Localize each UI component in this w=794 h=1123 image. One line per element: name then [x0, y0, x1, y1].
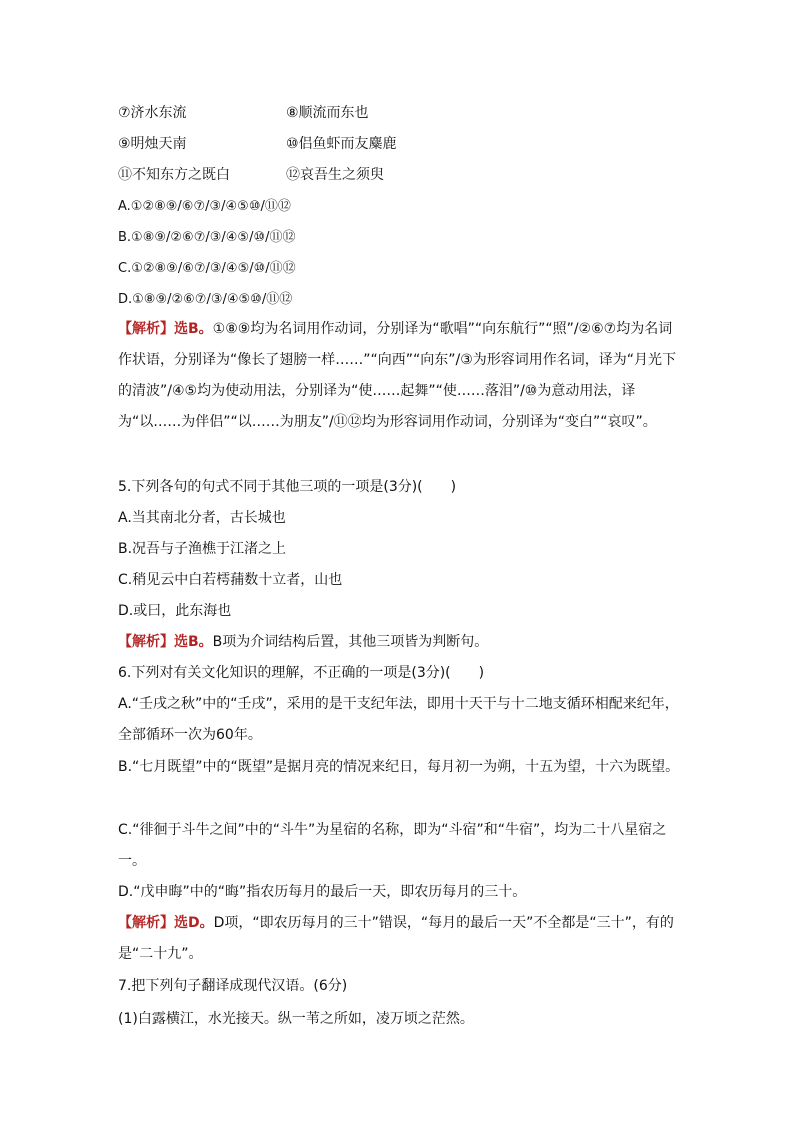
phrase-10: ⑩侣鱼虾而友麋鹿: [286, 136, 397, 152]
phrase-8: ⑧顺流而东也: [286, 105, 369, 121]
analysis-answer: 选D。: [174, 915, 214, 931]
q6-option-d: D.“戊申晦”中的“晦”指农历每月的最后一天，即农历每月的三十。: [118, 884, 527, 900]
analysis-answer: 选B。: [174, 634, 213, 650]
q6-analysis: [118, 908, 683, 970]
q6-option-c: C.“徘徊于斗牛之间”中的“斗牛”为星宿的名称，即为“斗宿”和“牛宿”，均为二十八星宿之一。: [118, 822, 667, 869]
q4-option-d: D.①⑧⑨/②⑥⑦/③/④⑤⑩/⑪⑫: [118, 292, 293, 307]
phrase-11: ⑪不知东方之既白: [118, 167, 230, 183]
phrase-7: ⑦济水东流: [118, 105, 187, 121]
analysis-text: B项为介词结构后置，其他三项皆为判断句。: [212, 634, 489, 650]
analysis-text: ①⑧⑨均为名词用作动词，分别译为“歌唱”“向东航行”“照”/②⑥⑦均为名词作状语，分别译为“像长了翅膀一样……”“向西”“向东”/③为形容词用作名词，译为“月光下的清波”/④⑤均为使动用法，分别译为“使……起舞”“使……落泪”/⑩为意动用法，译为“以……为伴侣”“以……为朋友”/⑪⑫均为形容词用作动词，分别译为“变白”“哀叹”。: [118, 321, 677, 430]
analysis-tag: 【解析】: [118, 634, 174, 650]
q5-option-a: A.当其南北分者，古长城也: [118, 510, 286, 526]
phrase-12: ⑫哀吾生之须臾: [286, 167, 384, 183]
q4-option-a: A.①②⑧⑨/⑥⑦/③/④⑤⑩/⑪⑫: [118, 199, 291, 214]
q7-stem: 7.把下列句子翻译成现代汉语。(6分): [118, 978, 348, 994]
q4-option-b: B.①⑧⑨/②⑥⑦/③/④⑤/⑩/⑪⑫: [118, 230, 296, 245]
q5-analysis: [118, 633, 488, 651]
q5-option-d: D.或曰，此东海也: [118, 603, 232, 619]
q6-option-b: B.“七月既望”中的“既望”是据月亮的情况来纪日，每月初一为朔，十五为望，十六为既望。: [118, 759, 680, 775]
q5-option-b: B.况吾与子渔樵于江渚之上: [118, 541, 287, 557]
analysis-answer: 选B。: [174, 321, 213, 337]
q7-item-1: (1)白露横江，水光接天。纵一苇之所如，凌万顷之茫然。: [118, 1011, 474, 1027]
q5-stem: 5.下列各句的句式不同于其他三项的一项是(3分)( ): [118, 479, 457, 495]
analysis-tag: 【解析】: [118, 915, 174, 931]
q5-option-c: C.稍见云中白若樗蒱数十立者，山也: [118, 572, 343, 588]
q6-stem: 6.下列对有关文化知识的理解，不正确的一项是(3分)( ): [118, 665, 485, 681]
q4-option-c: C.①②⑧⑨/⑥⑦/③/④⑤/⑩/⑪⑫: [118, 261, 296, 276]
q6-option-a: A.“壬戌之秋”中的“壬戌”，采用的是干支纪年法，即用十天干与十二地支循环相配来纪年，全部循环一次为60年。: [118, 696, 679, 743]
analysis-text: D项，“即农历每月的三十”错误，“每月的最后一天”不全都是“三十”，有的是“二十九”。: [118, 915, 674, 962]
phrase-9: ⑨明烛天南: [118, 136, 187, 152]
q4-analysis: [118, 314, 683, 438]
analysis-tag: 【解析】: [118, 321, 174, 337]
